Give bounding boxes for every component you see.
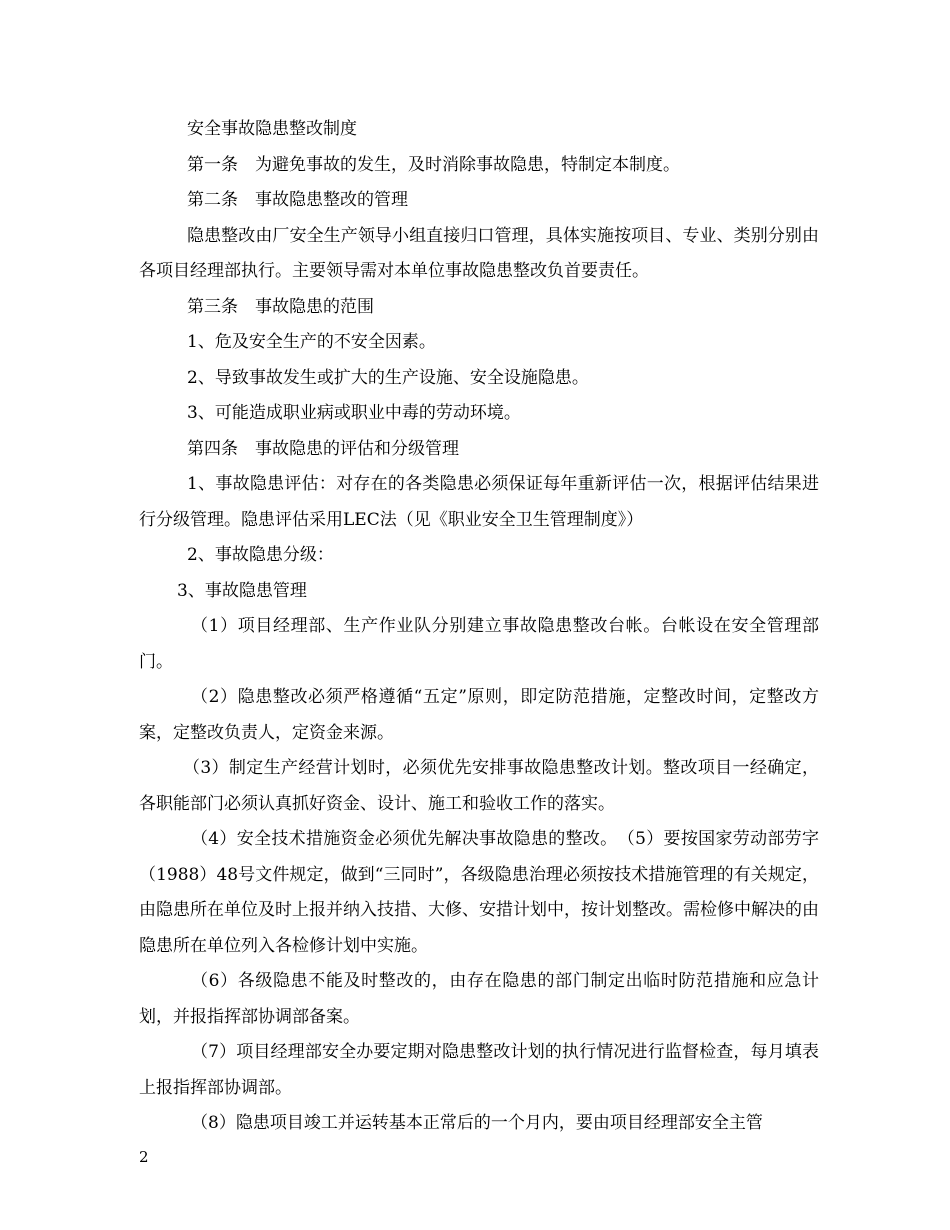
grading-paragraph: 2、事故隐患分级：: [187, 545, 334, 565]
article-3-heading: 第三条 事故隐患的范围: [187, 296, 374, 317]
article-2-heading: 第二条 事故隐患整改的管理: [187, 190, 408, 210]
scope-item-3: 3、可能造成职业病或职业中毒的劳动环境。: [187, 403, 521, 423]
assessment-paragraph: 1、事故隐患评估：对存在的各类隐患必须保证每年重新评估一次，根据评估结果进行分级管理。隐患评估采用LEC法（见《职业安全卫生管理制度》）: [139, 474, 819, 530]
article-2-body: 隐患整改由厂安全生产领导小组直接归口管理，具体实施按项目、专业、类别分别由各项目经理部执行。主要领导需对本单位事故隐患整改负首要责任。: [139, 225, 819, 281]
document-title: 安全事故隐患整改制度: [187, 119, 357, 139]
article-4-heading: 第四条 事故隐患的评估和分级管理: [187, 438, 459, 459]
document-body: [139, 112, 819, 1142]
article-1: 第一条 为避免事故的发生，及时消除事故隐患，特制定本制度。: [187, 154, 680, 175]
management-item-6: （6）各级隐患不能及时整改的，由存在隐患的部门制定出临时防范措施和应急计划，并报指挥部协调部备案。: [139, 971, 819, 1027]
management-item-4-5: （4）安全技术措施资金必须优先解决事故隐患的整改。 （5）要按国家劳动部劳字（1988）48号文件规定，做到“三同时”，各级隐患治理必须按技术措施管理的有关规定，由隐患所在单位及时上报并纳入技措、大修、安措计划中，按计划整改。需检修中解决的由隐患所在单位列入各检修计划中实施。: [139, 829, 819, 956]
management-heading: 3、事故隐患管理: [177, 580, 307, 601]
management-item-2: （2）隐患整改必须严格遵循“五定”原则，即定防范措施，定整改时间，定整改方案，定整改负责人，定资金来源。: [139, 687, 819, 743]
management-item-3: （3）制定生产经营计划时，必须优先安排事故隐患整改计划。整改项目一经确定，各职能部门必须认真抓好资金、设计、施工和验收工作的落实。: [139, 758, 819, 814]
management-item-8: （8）隐患项目竣工并运转基本正常后的一个月内，要由项目经理部安全主管: [191, 1113, 763, 1133]
management-item-7: （7）项目经理部安全办要定期对隐患整改计划的执行情况进行监督检查，每月填表上报指挥部协调部。: [139, 1042, 819, 1098]
scope-item-2: 2、导致事故发生或扩大的生产设施、安全设施隐患。: [187, 367, 589, 388]
page-number: 2: [139, 1148, 149, 1166]
management-item-1: （1）项目经理部、生产作业队分别建立事故隐患整改台帐。台帐设在安全管理部门。: [139, 616, 819, 672]
scope-item-1: 1、危及安全生产的不安全因素。: [187, 332, 436, 352]
